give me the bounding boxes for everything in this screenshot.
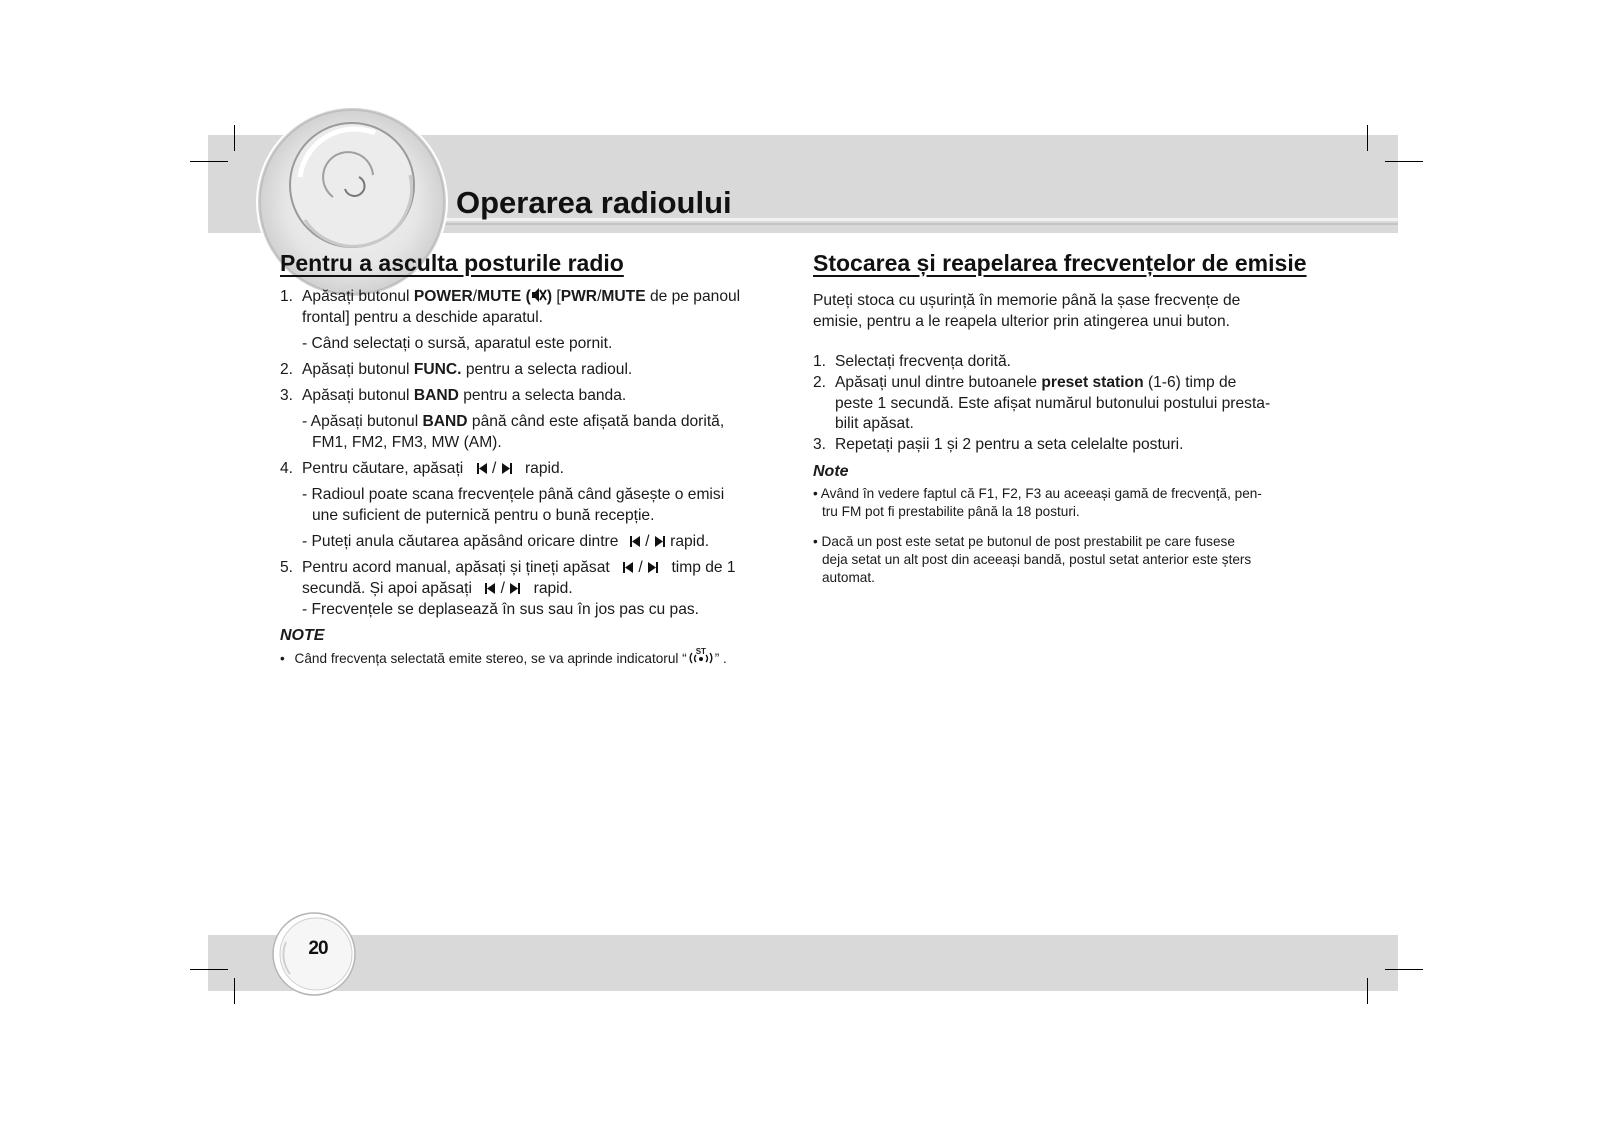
intro-line-2: emisie, pentru a le reapela ulterior prin atingerea unui buton. xyxy=(813,313,1230,330)
step-1-line-1 xyxy=(302,287,740,308)
step-number: 5. xyxy=(280,559,294,576)
crop-mark xyxy=(234,978,235,1004)
step-number: 3. xyxy=(280,387,294,404)
step-text: secundă. Și apoi apăsați xyxy=(302,580,472,597)
crop-mark xyxy=(1367,978,1368,1004)
separator: / xyxy=(491,460,497,477)
step-2-line xyxy=(302,360,632,381)
step-text: Apăsați butonul xyxy=(302,288,414,305)
pwr-key: PWR xyxy=(560,288,598,305)
step-5-sub: - Frecvențele se deplasează în sus sau în jos pas cu pas. xyxy=(302,601,699,618)
skip-forward-icon xyxy=(647,561,659,574)
stereo-label: ST xyxy=(695,647,706,656)
mute-key-close: ) xyxy=(546,288,553,305)
step-text: pentru a selecta banda. xyxy=(458,387,627,404)
left-note-bullet xyxy=(280,649,727,668)
footer-band xyxy=(208,935,1398,991)
band-key: BAND xyxy=(422,413,468,430)
crop-mark xyxy=(1367,125,1368,151)
step-3-line xyxy=(302,386,626,407)
skip-forward-icon xyxy=(654,535,666,548)
power-key: POWER xyxy=(413,288,473,305)
step-1-sub: - Când selectați o sursă, aparatul este pornit. xyxy=(302,335,613,352)
crop-mark xyxy=(190,969,228,970)
step-text: - Apăsați butonul xyxy=(302,413,423,430)
crop-mark xyxy=(190,161,228,162)
step-number: 4. xyxy=(280,460,294,477)
step-text: rapid. xyxy=(670,533,710,550)
note-bullet-2-line-3: automat. xyxy=(822,570,875,585)
step-5-line-2 xyxy=(302,579,573,600)
mute-speaker-icon xyxy=(531,287,547,303)
step-text: de pe panoul xyxy=(645,288,741,305)
step-4-sub-1-line-1: - Radioul poate scana frecvențele până când găsește o emisi xyxy=(302,486,725,503)
skip-forward-icon xyxy=(501,462,513,475)
func-key: FUNC. xyxy=(413,361,462,378)
crop-mark xyxy=(234,125,235,151)
panel-mute-key: MUTE xyxy=(601,288,646,305)
skip-back-icon xyxy=(484,582,496,595)
step-4-sub-2 xyxy=(302,532,709,553)
note-bullet-1-line-1: • Având în vedere faptul că F1, F2, F3 au aceeași gamă de frecvență, pen- xyxy=(813,486,1262,501)
left-note-heading: NOTE xyxy=(280,627,325,644)
intro-line-1: Puteți stoca cu ușurință în memorie până la șase frecvențe de xyxy=(813,292,1241,309)
bullet: • xyxy=(280,651,285,666)
stereo-indicator-icon xyxy=(687,649,715,665)
store-step-1: Selectați frecvența dorită. xyxy=(835,353,1011,370)
right-note-heading: Note xyxy=(813,463,849,480)
separator: / xyxy=(597,288,602,305)
step-text: Apăsați unul dintre butoanele xyxy=(835,374,1042,391)
step-text: rapid. xyxy=(533,580,573,597)
store-step-2-line-2: peste 1 secundă. Este afișat numărul butonului postului presta- xyxy=(835,395,1271,412)
preset-station-key: preset station xyxy=(1041,374,1144,391)
step-text: rapid. xyxy=(524,460,564,477)
right-section-heading: Stocarea și reapelarea frecvențelor de emisie xyxy=(813,250,1307,276)
step-text: - Puteți anula căutarea apăsând oricare dintre xyxy=(302,533,619,550)
page-number: 20 xyxy=(308,938,328,959)
crop-mark xyxy=(1385,161,1423,162)
step-number: 2. xyxy=(813,374,827,391)
page-title: Operarea radioului xyxy=(456,185,732,220)
header-stripe-shadow xyxy=(440,223,1398,225)
note-text: ” . xyxy=(714,651,727,666)
step-text: Apăsați butonul xyxy=(302,387,414,404)
skip-forward-icon xyxy=(509,582,521,595)
bracket: [ xyxy=(552,288,561,305)
left-section-heading: Pentru a asculta posturile radio xyxy=(280,250,624,276)
step-3-sub-line-1 xyxy=(302,412,724,433)
step-number: 2. xyxy=(280,361,294,378)
skip-back-icon xyxy=(629,535,641,548)
step-text: pentru a selecta radioul. xyxy=(461,361,633,378)
separator: / xyxy=(500,580,505,597)
separator: / xyxy=(645,533,650,550)
step-number: 1. xyxy=(813,353,827,370)
step-5-line-1 xyxy=(302,558,736,579)
band-key: BAND xyxy=(413,387,459,404)
step-3-sub-line-2: FM1, FM2, FM3, MW (AM). xyxy=(312,434,502,451)
step-text: timp de 1 xyxy=(671,559,736,576)
note-bullet-2-line-2: deja setat un alt post din aceeași bandă, postul setat anterior este șters xyxy=(822,552,1252,567)
note-text: Când frecvența selectată emite stereo, se va aprinde indicatorul “ xyxy=(294,651,687,666)
crop-mark xyxy=(1385,969,1423,970)
step-number: 3. xyxy=(813,436,827,453)
separator: / xyxy=(472,288,478,305)
note-bullet-1-line-2: tru FM pot fi prestabilite până la 18 posturi. xyxy=(822,504,1080,519)
store-step-3: Repetați pașii 1 și 2 pentru a seta celelalte posturi. xyxy=(835,436,1184,453)
step-text: (1-6) timp de xyxy=(1143,374,1237,391)
store-step-2-line-3: bilit apăsat. xyxy=(835,415,914,432)
mute-key: MUTE ( xyxy=(477,288,531,305)
step-1-line-2: frontal] pentru a deschide aparatul. xyxy=(302,309,543,326)
step-4-sub-1-line-2: une suficient de puternică pentru o bună recepție. xyxy=(312,507,655,524)
store-step-2-line-1 xyxy=(835,373,1236,394)
step-text: Apăsați butonul xyxy=(302,361,414,378)
step-text: până când este afișată banda dorită, xyxy=(467,413,725,430)
skip-back-icon xyxy=(476,462,488,475)
note-bullet-2-line-1: • Dacă un post este setat pe butonul de post prestabilit pe care fusese xyxy=(813,534,1235,549)
separator: / xyxy=(638,559,643,576)
step-4-line xyxy=(302,459,564,480)
step-text: Pentru acord manual, apăsați și țineți apăsat xyxy=(302,559,610,576)
step-text: Pentru căutare, apăsați xyxy=(302,460,464,477)
skip-back-icon xyxy=(622,561,634,574)
step-number: 1. xyxy=(280,288,294,305)
